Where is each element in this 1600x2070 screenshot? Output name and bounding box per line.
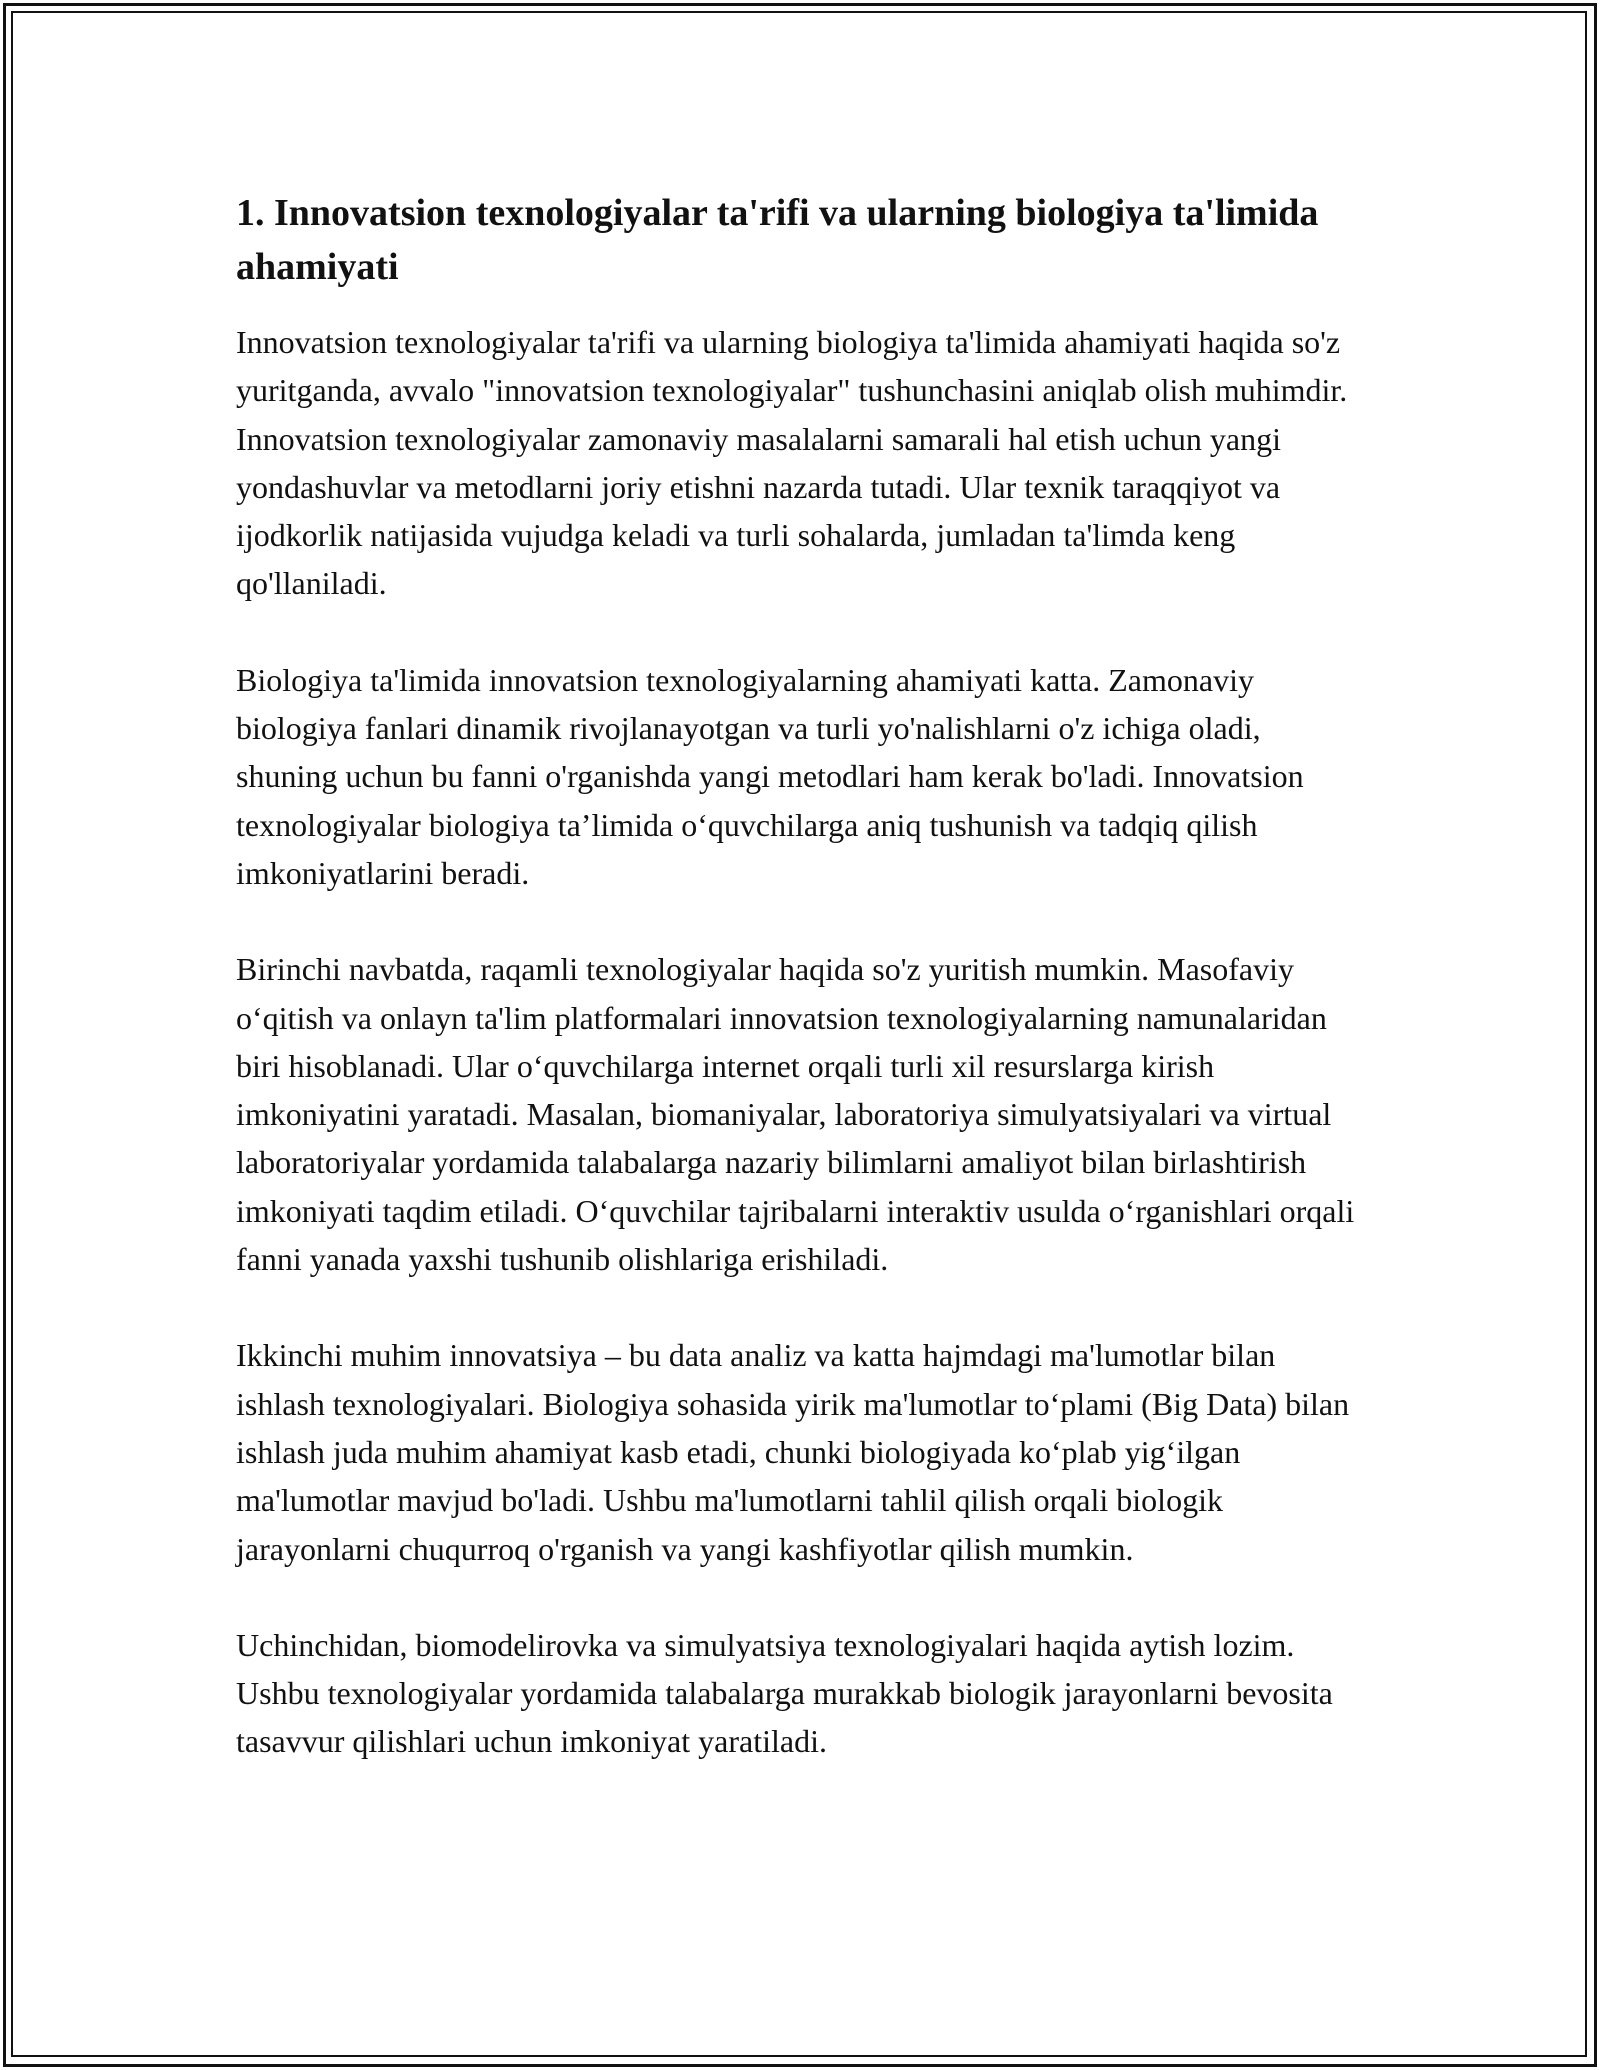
paragraph-data-analysis: Ikkinchi muhim innovatsiya – bu data analiz va katta hajmdagi ma'lumotlar bilan ishlash texnologiyalari. Biologiya sohasida yirik ma'lumotlar to‘plami (Big Data) bilan ishlash juda muhim ahamiyat kasb etadi, chunki biologiyada ko‘plab yig‘ilgan ma'lumotlar mavjud bo'ladi. Ushbu ma'lumotlarni tahlil qilish orqali biologik jarayonlarni chuqurroq o'rganish va yangi kashfiyotlar qilish mumkin.	[236, 1337, 1350, 1567]
paragraph-biomodeling: Uchinchidan, biomodelirovka va simulyatsiya texnologiyalari haqida aytish lozim. Ushbu texnologiyalar yordamida talabalarga murakkab biologik jarayonlarni bevosita tasavvur qilishlari uchun imkoniyat yaratiladi.	[236, 1626, 1333, 1760]
paragraph-definition: Innovatsion texnologiyalar ta'rifi va ularning biologiya ta'limida ahamiyati haqida so'z yuritganda, avvalo "innovatsion texnologiyalar" tushunchasini aniqlab olish muhimdir. Innovatsion texnologiyalar zamonaviy masalalarni samarali hal etish uchun yangi yondashuvlar va metodlarni joriy etishni nazarda tutadi. Ular texnik taraqqiyot va ijodkorlik natijasida vujudga keladi va turli sohalarda, jumladan ta'limda keng qo'llaniladi.	[236, 324, 1348, 602]
paragraph-importance: Biologiya ta'limida innovatsion texnologiyalarning ahamiyati katta. Zamonaviy biologiya fanlari dinamik rivojlanayotgan va turli yo'nalishlarni o'z ichiga oladi, shuning uchun bu fanni o'rganishda yangi metodlari ham kerak bo'ladi. Innovatsion texnologiyalar biologiya ta’limida o‘quvchilarga aniq tushunish va tadqiq qilish imkoniyatlarini beradi.	[236, 661, 1304, 891]
section-heading: 1. Innovatsion texnologiyalar ta'rifi va ularning biologiya ta'limida ahamiyati	[236, 192, 1319, 288]
document-body	[236, 186, 1366, 1814]
paragraph-digital-technologies: Birinchi navbatda, raqamli texnologiyalar haqida so'z yuritish mumkin. Masofaviy o‘qitish va onlayn ta'lim platformalari innovatsion texnologiyalarning namunalaridan biri hisoblanadi. Ular o‘quvchilarga internet orqali turli xil resurslarga kirish imkoniyatini yaratadi. Masalan, biomaniyalar, laboratoriya simulyatsiyalari va virtual laboratoriyalar yordamida talabalarga nazariy bilimlarni amaliyot bilan birlashtirish imkoniyati taqdim etiladi. O‘quvchilar tajribalarni interaktiv usulda o‘rganishlari orqali fanni yanada yaxshi tushunib olishlariga erishiladi.	[236, 951, 1355, 1278]
